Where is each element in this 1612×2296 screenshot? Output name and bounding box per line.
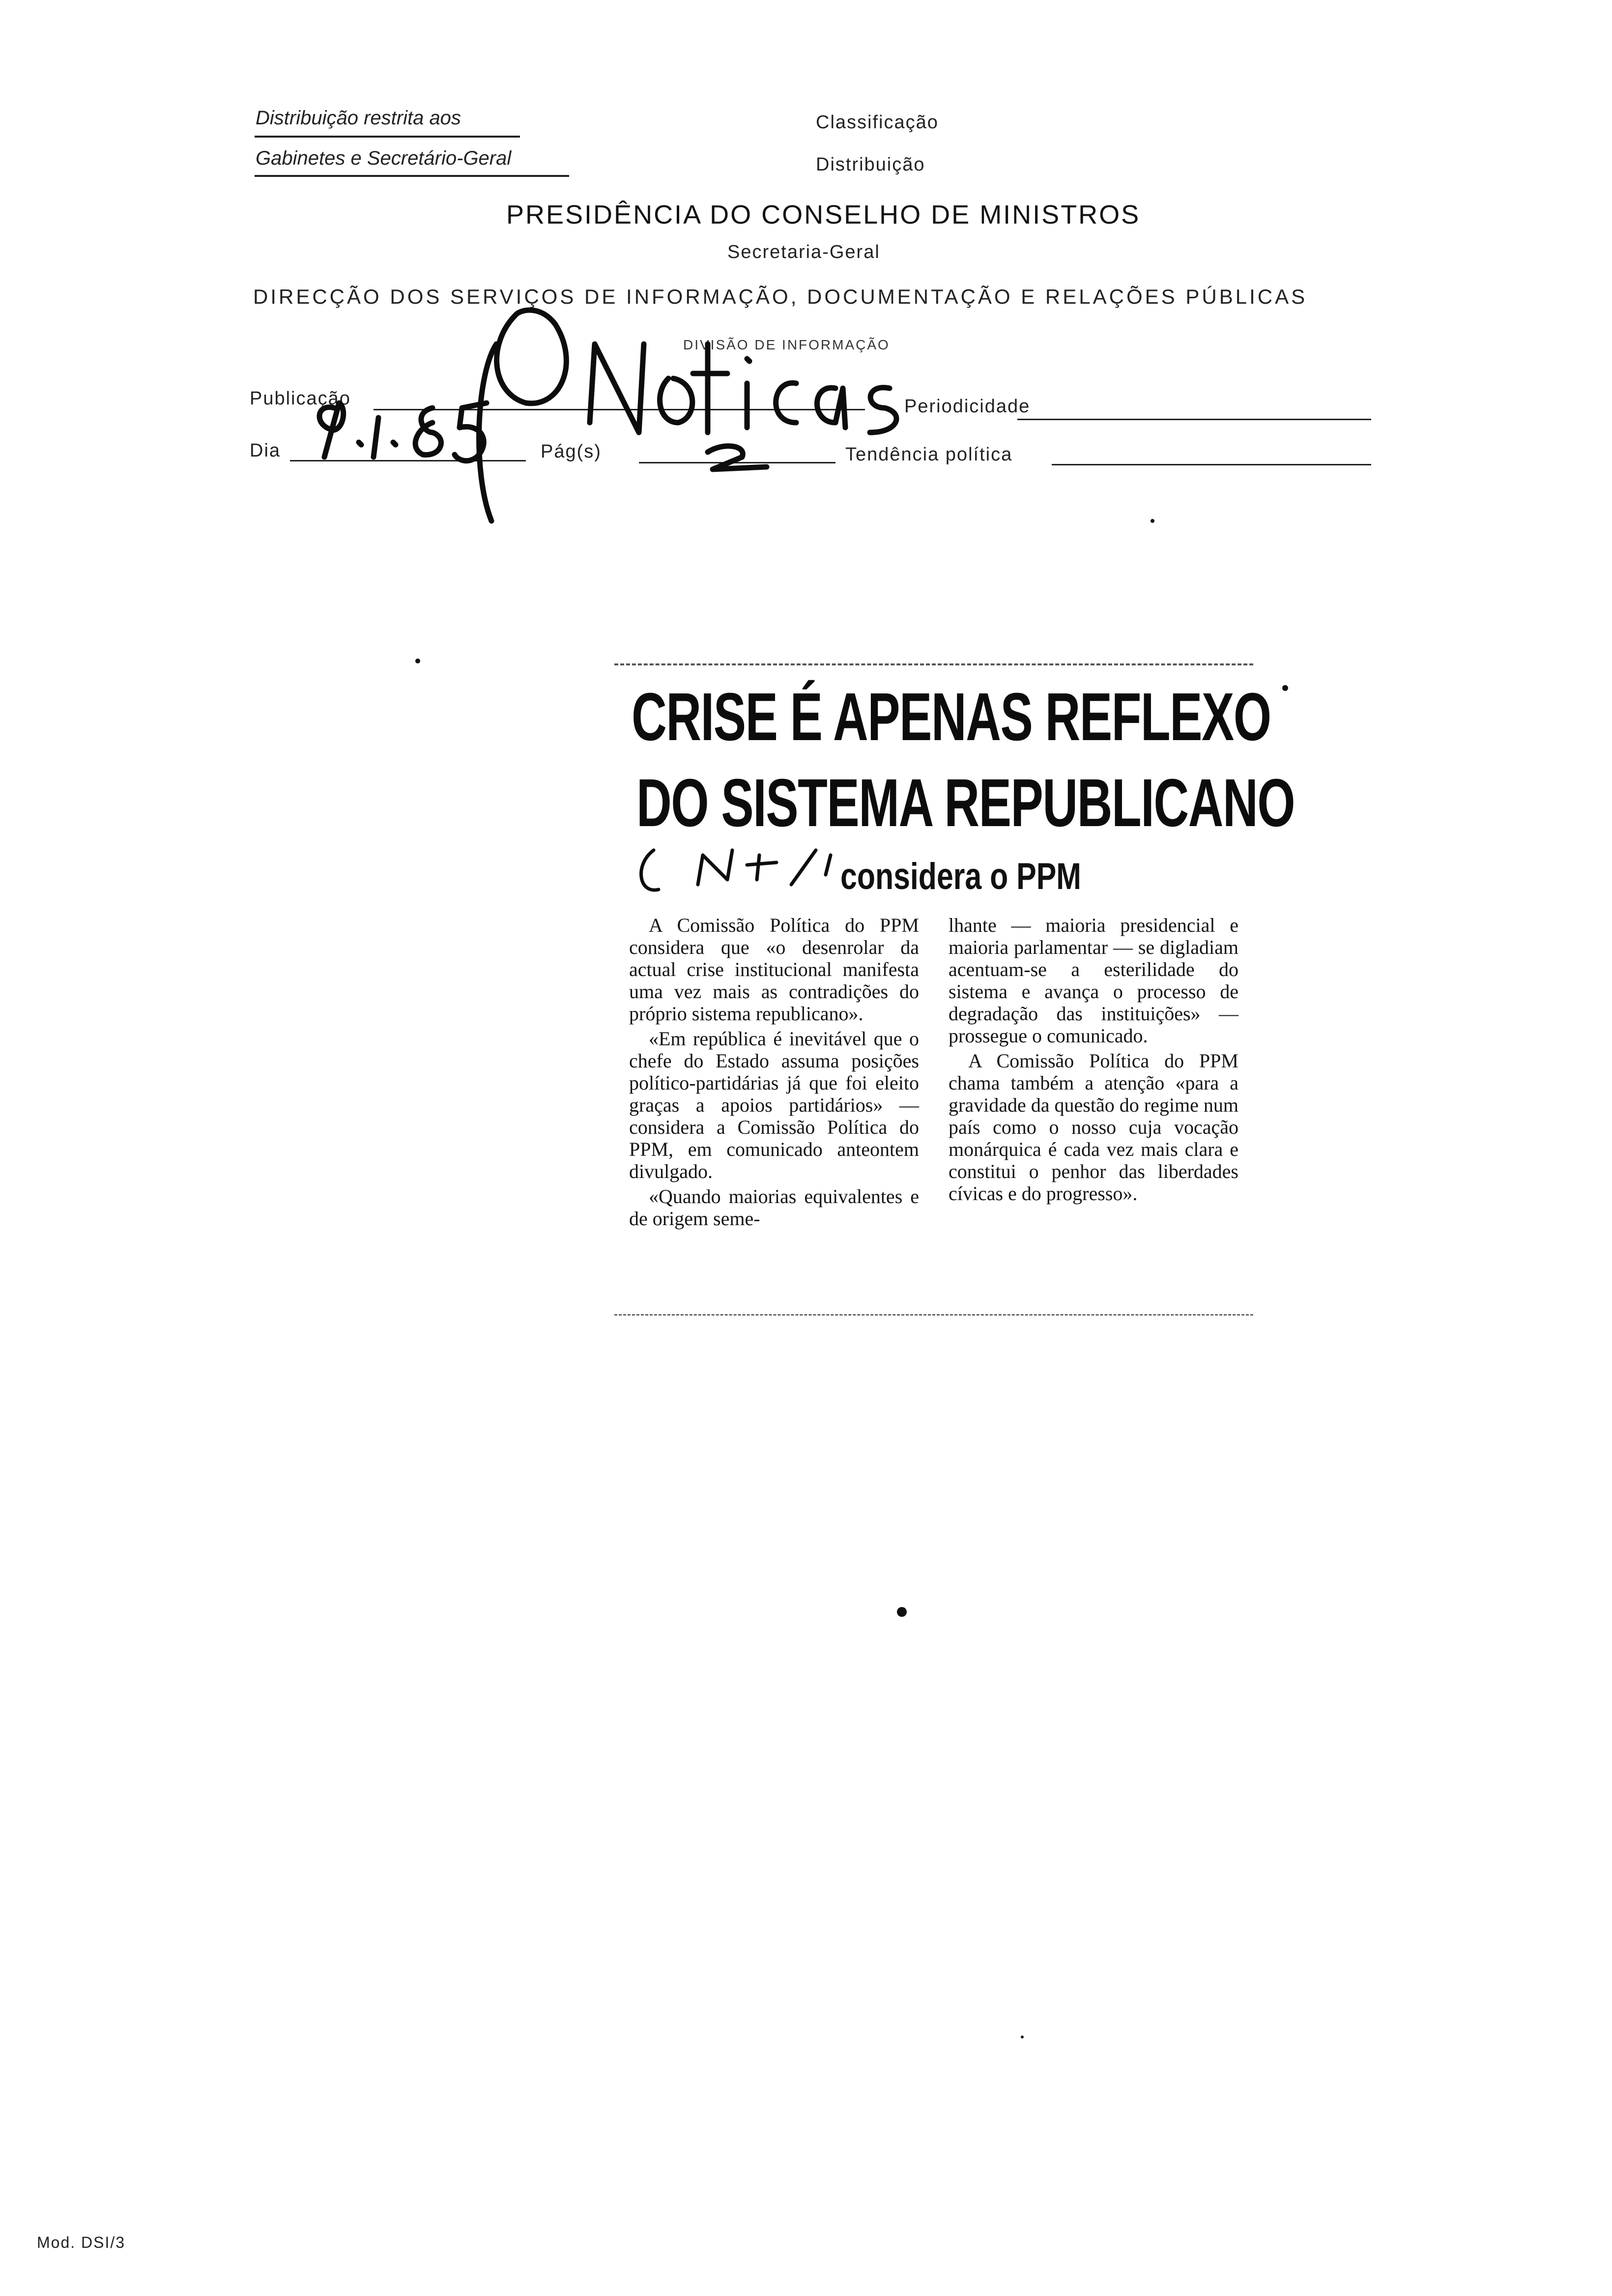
- clipping-handwritten-note: [654, 850, 655, 851]
- periodicity-line: [1017, 419, 1371, 420]
- col1-paragraph-1: A Comissão Política do PPM considera que «o desenrolar da actual crise institucional manifesta uma vez mais as contradições do próprio sistema republicano».: [629, 914, 919, 1025]
- presidency-title: PRESIDÊNCIA DO CONSELHO DE MINISTROS: [506, 200, 1141, 230]
- distribution-notice-line1: Distribuição restrita aos: [256, 107, 461, 129]
- article-column-2: [949, 914, 1238, 1207]
- day-line: [290, 460, 526, 461]
- directorate-title: DIRECÇÃO DOS SERVIÇOS DE INFORMAÇÃO, DOCUMENTAÇÃO E RELAÇÕES PÚBLICAS: [253, 285, 1308, 308]
- tendency-line: [1052, 464, 1371, 465]
- tendency-label: Tendência política: [845, 444, 1013, 465]
- article-column-1: [629, 914, 919, 1233]
- publication-label: Publicação: [250, 388, 351, 409]
- article-subhead: considera o PPM: [840, 856, 1081, 897]
- col2-paragraph-2: A Comissão Política do PPM chama também a atenção «para a gravidade da questão do regime num país como o nosso cuja vocação monárquica é cada vez mais clara e constitui o penhor das liberdades cívicas e do progresso».: [949, 1050, 1238, 1205]
- pages-label: Pág(s): [541, 441, 602, 462]
- distribution-label: Distribuição: [816, 154, 925, 175]
- publication-line: [374, 409, 865, 410]
- pages-line: [639, 462, 835, 463]
- secretariat-subtitle: Secretaria-Geral: [727, 242, 880, 262]
- underline-1: [255, 136, 520, 138]
- headline-line2: DO SISTEMA REPUBLICANO: [636, 765, 1295, 841]
- col1-paragraph-2: «Em república é inevitável que o chefe do Estado assuma posições político-partidárias já que foi eleito graças a apoios partidários» — considera a Comissão Política do PPM, em comunicado anteontem divulgado.: [629, 1028, 919, 1182]
- division-title: DIVISÃO DE INFORMAÇÃO: [683, 337, 890, 352]
- form-model-code: Mod. DSI/3: [37, 2234, 126, 2251]
- distribution-notice-line2: Gabinetes e Secretário-Geral: [256, 147, 512, 169]
- day-label: Dia: [250, 440, 281, 461]
- headline-line1: CRISE É APENAS REFLEXO: [632, 679, 1271, 755]
- classification-label: Classificação: [816, 112, 939, 133]
- periodicity-label: Periodicidade: [904, 396, 1031, 417]
- handwriting-o-stroke: [497, 310, 567, 403]
- underline-2: [255, 175, 569, 177]
- col1-paragraph-3: «Quando maiorias equivalentes e de origem seme-: [629, 1185, 919, 1230]
- col2-paragraph-1: lhante — maioria presidencial e maioria parlamentar — se digladiam acentuam-se a esterilidade do sistema e avança o processo de degradação das instituições» — prossegue o comunicado.: [949, 914, 1238, 1047]
